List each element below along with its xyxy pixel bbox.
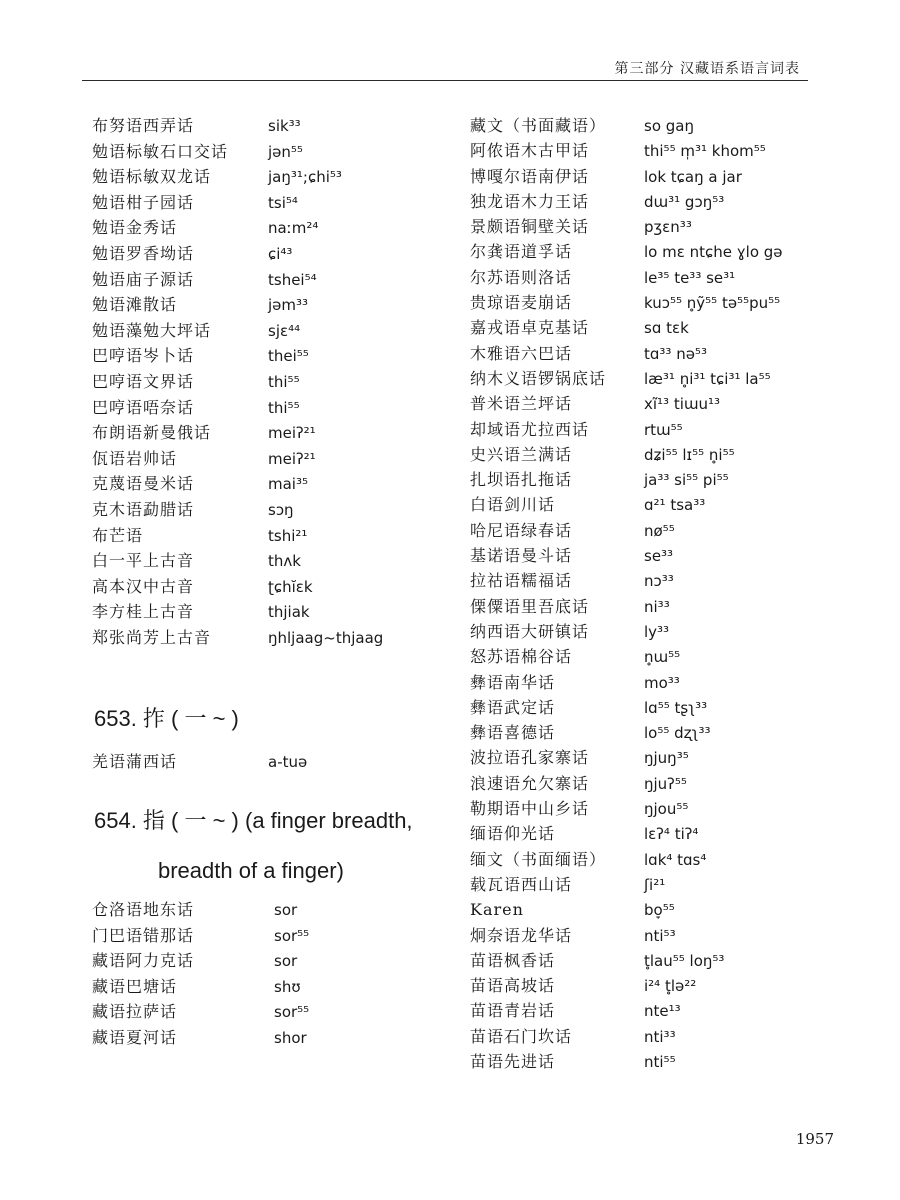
language-name: 勉语庙子源话 — [92, 269, 195, 289]
phonetic-form: ŋjuʔ⁵⁵ — [644, 774, 687, 793]
entry-row — [470, 1049, 850, 1074]
language-name: 藏语夏河话 — [92, 1028, 178, 1048]
language-name: 木雅语六巴话 — [470, 343, 573, 363]
phonetic-form: mo³³ — [644, 673, 680, 692]
language-name: 苗语枫香话 — [470, 950, 556, 970]
phonetic-form: jən⁵⁵ — [268, 142, 303, 161]
entry-row — [92, 999, 462, 1025]
entry-row — [92, 369, 462, 395]
phonetic-form: nti³³ — [644, 1027, 676, 1046]
entry-row — [470, 897, 850, 922]
language-name: 勉语滩散话 — [92, 295, 178, 315]
phonetic-form: so gaŋ — [644, 117, 694, 135]
phonetic-form: ŋjuŋ³⁵ — [644, 749, 689, 768]
language-name: 彝语南华话 — [470, 672, 556, 692]
entry-row — [470, 973, 850, 998]
entry-row — [92, 420, 462, 446]
entry-row — [470, 1024, 850, 1049]
entry-row — [470, 239, 850, 264]
phonetic-form: shʊ — [274, 977, 301, 996]
phonetic-form: meiʔ²¹ — [268, 449, 316, 468]
language-name: 布芒语 — [92, 525, 144, 545]
entry-row — [470, 720, 850, 745]
language-name: 波拉语孔家寨话 — [470, 748, 590, 768]
entry-row — [92, 343, 462, 369]
entry-row — [92, 897, 462, 923]
language-name: 巴哼语唔奈话 — [92, 397, 195, 417]
phonetic-form: t̥lau⁵⁵ loŋ⁵³ — [644, 951, 725, 970]
entry-row — [470, 113, 850, 138]
language-name: 佤语岩帅话 — [92, 448, 178, 468]
entry-row — [92, 749, 462, 775]
language-name: 白一平上古音 — [92, 551, 195, 571]
language-name: 藏语拉萨话 — [92, 1002, 178, 1022]
entry-row — [470, 948, 850, 973]
entry-row — [470, 568, 850, 593]
language-name: 哈尼语绿春话 — [470, 520, 573, 540]
entry-row — [92, 948, 462, 974]
language-name: 克木语勐腊话 — [92, 499, 195, 519]
phonetic-form: ni³³ — [644, 597, 670, 616]
entry-row — [92, 497, 462, 523]
left-column — [92, 113, 462, 1051]
entry-list-652-continued — [92, 113, 462, 650]
phonetic-form: ʈɕhĭɛk — [268, 577, 313, 596]
language-name: 贵琼语麦崩话 — [470, 293, 573, 313]
entry-row — [92, 599, 462, 625]
language-name: 怒苏语棉谷话 — [470, 647, 573, 667]
phonetic-form: sɑ tɛk — [644, 319, 689, 338]
phonetic-form: ʃi²¹ — [644, 875, 666, 894]
language-name: 李方桂上古音 — [92, 602, 195, 622]
entry-row — [92, 523, 462, 549]
phonetic-form: jəm³³ — [268, 296, 309, 315]
phonetic-form: thi⁵⁵ m̩³¹ khom⁵⁵ — [644, 142, 766, 161]
entry-row — [470, 492, 850, 517]
entry-row — [92, 113, 462, 139]
language-name: 苗语高坡话 — [470, 976, 556, 996]
phonetic-form: nte¹³ — [644, 1002, 681, 1021]
language-name: 勒期语中山乡话 — [470, 799, 590, 819]
phonetic-form: a-tuə — [268, 753, 308, 772]
entry-row — [470, 644, 850, 669]
language-name: 巴哼语岑卜话 — [92, 346, 195, 366]
language-name: 勉语藻勉大坪话 — [92, 320, 212, 340]
phonetic-form: bo̞⁵⁵ — [644, 901, 675, 920]
language-name: 嘉戎语卓克基话 — [470, 318, 590, 338]
language-name: 景颇语铜壁关话 — [470, 217, 590, 237]
phonetic-form: ŋjou⁵⁵ — [644, 800, 689, 819]
phonetic-form: naːm²⁴ — [268, 219, 319, 238]
entry-row — [470, 214, 850, 239]
language-name: 扎坝语扎拖话 — [470, 470, 573, 490]
heading-654-line2: breadth of a finger) — [158, 858, 344, 884]
entry-row — [470, 138, 850, 163]
entry-row — [470, 821, 850, 846]
heading-654-line1: 654. 指 ( 一 ~ ) (a finger breadth, — [94, 808, 413, 834]
language-name: 勉语罗香坳话 — [92, 243, 195, 263]
phonetic-form: sor⁵⁵ — [274, 926, 310, 945]
phonetic-form: tsi⁵⁴ — [268, 193, 298, 212]
entry-row — [92, 292, 462, 318]
entry-row — [92, 446, 462, 472]
language-name: 载瓦语西山话 — [470, 874, 573, 894]
entry-row — [470, 315, 850, 340]
phonetic-form: rtɯ⁵⁵ — [644, 420, 683, 439]
phonetic-form: dʑi⁵⁵ lɪ⁵⁵ n̥i⁵⁵ — [644, 445, 735, 464]
entry-row — [92, 267, 462, 293]
phonetic-form: lo mɛ ntɕhe ɣlo gə — [644, 243, 783, 262]
phonetic-form: sik³³ — [268, 117, 301, 135]
entry-row — [470, 872, 850, 897]
phonetic-form: lok tɕaŋ a jar — [644, 167, 742, 186]
phonetic-form: ŋhljaag~thjaag — [268, 628, 384, 647]
phonetic-form: dɯ³¹ gɔŋ⁵³ — [644, 192, 725, 211]
language-name: 炯奈语龙华话 — [470, 925, 573, 945]
entry-row — [470, 442, 850, 467]
language-name: 缅语仰光话 — [470, 824, 556, 844]
entry-row — [470, 998, 850, 1023]
entry-row — [92, 395, 462, 421]
entry-row — [92, 471, 462, 497]
language-name: 尔苏语则洛话 — [470, 267, 573, 287]
entry-row — [92, 164, 462, 190]
entry-row — [470, 164, 850, 189]
entry-row — [92, 574, 462, 600]
entry-row — [92, 318, 462, 344]
phonetic-form: thjiak — [268, 603, 310, 622]
language-name: 巴哼语文界话 — [92, 371, 195, 391]
header-rule — [82, 80, 808, 81]
entry-row — [92, 923, 462, 949]
entry-row — [470, 847, 850, 872]
phonetic-form: i²⁴ t̥lə²² — [644, 977, 697, 996]
entry-row — [470, 923, 850, 948]
phonetic-form: nø⁵⁵ — [644, 521, 675, 540]
entry-row — [470, 189, 850, 214]
phonetic-form: læ³¹ n̥i³¹ tɕi³¹ la⁵⁵ — [644, 369, 771, 388]
language-name: 缅文（书面缅语） — [470, 849, 607, 869]
phonetic-form: sjɛ⁴⁴ — [268, 321, 301, 340]
language-name: 羌语蒲西话 — [92, 752, 178, 772]
phonetic-form: ɕi⁴³ — [268, 244, 293, 263]
language-name: 浪速语允欠寨话 — [470, 773, 590, 793]
phonetic-form: sɔŋ — [268, 500, 294, 519]
entry-row — [470, 695, 850, 720]
entry-list-654-continued — [470, 113, 850, 1074]
language-name: 拉祜语糯福话 — [470, 571, 573, 591]
phonetic-form: lo⁵⁵ dʐʅ³³ — [644, 724, 711, 743]
language-name: 阿侬语木古甲话 — [470, 141, 590, 161]
phonetic-form: sor⁵⁵ — [274, 1003, 310, 1022]
entry-row — [470, 771, 850, 796]
phonetic-form: lɑk⁴ tɑs⁴ — [644, 850, 707, 869]
phonetic-form: tshi²¹ — [268, 526, 308, 545]
entry-row — [470, 341, 850, 366]
language-name: 基诺语曼斗话 — [470, 546, 573, 566]
entry-row — [92, 625, 462, 651]
phonetic-form: lɛʔ⁴ tiʔ⁴ — [644, 825, 699, 844]
language-name: 克蔑语曼米话 — [92, 474, 195, 494]
phonetic-form: se³³ — [644, 547, 674, 566]
entry-row — [470, 518, 850, 543]
entry-row — [470, 265, 850, 290]
entry-row — [470, 594, 850, 619]
language-name: 苗语石门坎话 — [470, 1026, 573, 1046]
language-name: 勉语金秀话 — [92, 218, 178, 238]
phonetic-form: tshei⁵⁴ — [268, 270, 317, 289]
language-name: 藏文（书面藏语） — [470, 116, 607, 135]
entry-row — [470, 796, 850, 821]
language-name: 彝语喜德话 — [470, 723, 556, 743]
language-name: 独龙语木力王话 — [470, 191, 590, 211]
phonetic-form: nti⁵³ — [644, 926, 676, 945]
entry-row — [470, 543, 850, 568]
phonetic-form: ɑ²¹ tsa³³ — [644, 496, 706, 515]
phonetic-form: lɑ⁵⁵ tʂʅ³³ — [644, 698, 708, 717]
phonetic-form: mai³⁵ — [268, 475, 308, 494]
running-header: 第三部分 汉藏语系语言词表 — [614, 61, 800, 77]
language-name: 史兴语兰满话 — [470, 444, 573, 464]
language-name: 傈僳语里吾底话 — [470, 596, 590, 616]
language-name: 博嘎尔语南伊话 — [470, 166, 590, 186]
language-name: 彝语武定话 — [470, 697, 556, 717]
heading-653: 653. 拃 ( 一 ~ ) — [94, 706, 239, 732]
phonetic-form: xĩ¹³ tiɯu¹³ — [644, 395, 721, 414]
phonetic-form: ja³³ si⁵⁵ pi⁵⁵ — [644, 471, 729, 490]
right-column — [470, 113, 850, 1074]
language-name: 仓洛语地东话 — [92, 900, 195, 920]
entry-list-653 — [92, 749, 462, 775]
phonetic-form: thi⁵⁵ — [268, 372, 300, 391]
entry-row — [92, 548, 462, 574]
phonetic-form: thʌk — [268, 552, 301, 571]
entry-row — [470, 619, 850, 644]
phonetic-form: meiʔ²¹ — [268, 424, 316, 443]
language-name: 勉语柑子园话 — [92, 192, 195, 212]
entry-row — [92, 139, 462, 165]
language-name: 郑张尚芳上古音 — [92, 627, 212, 647]
language-name: 藏语巴塘话 — [92, 976, 178, 996]
entry-row — [470, 467, 850, 492]
language-name: 纳西语大研镇话 — [470, 621, 590, 641]
language-name: Karen — [470, 900, 524, 920]
phonetic-form: le³⁵ te³³ se³¹ — [644, 268, 736, 287]
language-name: 门巴语错那话 — [92, 925, 195, 945]
language-name: 高本汉中古音 — [92, 576, 195, 596]
phonetic-form: n̥ɯ⁵⁵ — [644, 648, 681, 667]
language-name: 苗语青岩话 — [470, 1001, 556, 1021]
language-name: 勉语标敏双龙话 — [92, 167, 212, 187]
phonetic-form: shor — [274, 1029, 307, 1048]
entry-row — [470, 391, 850, 416]
phonetic-form: tɑ³³ nə⁵³ — [644, 344, 707, 363]
entry-row — [92, 190, 462, 216]
entry-row — [470, 417, 850, 442]
language-name: 白语剑川话 — [470, 495, 556, 515]
language-name: 纳木义语锣锅底话 — [470, 368, 607, 388]
entry-list-654 — [92, 897, 462, 1051]
language-name: 布朗语新曼俄话 — [92, 423, 212, 443]
phonetic-form: nti⁵⁵ — [644, 1052, 676, 1071]
phonetic-form: kuɔ⁵⁵ n̥ỹ⁵⁵ tə⁵⁵pu⁵⁵ — [644, 294, 781, 313]
phonetic-form: ly³³ — [644, 622, 670, 641]
phonetic-form: thei⁵⁵ — [268, 347, 309, 366]
phonetic-form: pʒɛn³³ — [644, 218, 692, 237]
language-name: 布努语西弄话 — [92, 116, 195, 135]
page-number: 1957 — [795, 1130, 834, 1148]
entry-row — [92, 1025, 462, 1051]
phonetic-form: thi⁵⁵ — [268, 398, 300, 417]
phonetic-form: sor — [274, 952, 298, 971]
language-name: 却域语尤拉西话 — [470, 419, 590, 439]
language-name: 普米语兰坪话 — [470, 394, 573, 414]
entry-row — [92, 974, 462, 1000]
entry-row — [470, 290, 850, 315]
language-name: 勉语标敏石口交话 — [92, 141, 229, 161]
language-name: 藏语阿力克话 — [92, 951, 195, 971]
entry-row — [470, 745, 850, 770]
entry-row — [92, 241, 462, 267]
entry-row — [470, 366, 850, 391]
phonetic-form: nɔ³³ — [644, 572, 674, 591]
phonetic-form: jaŋ³¹;ɕhi⁵³ — [268, 168, 342, 187]
entry-row — [470, 670, 850, 695]
entry-row — [92, 215, 462, 241]
language-name: 苗语先进话 — [470, 1051, 556, 1071]
phonetic-form: sor — [274, 901, 298, 920]
language-name: 尔龚语道孚话 — [470, 242, 573, 262]
